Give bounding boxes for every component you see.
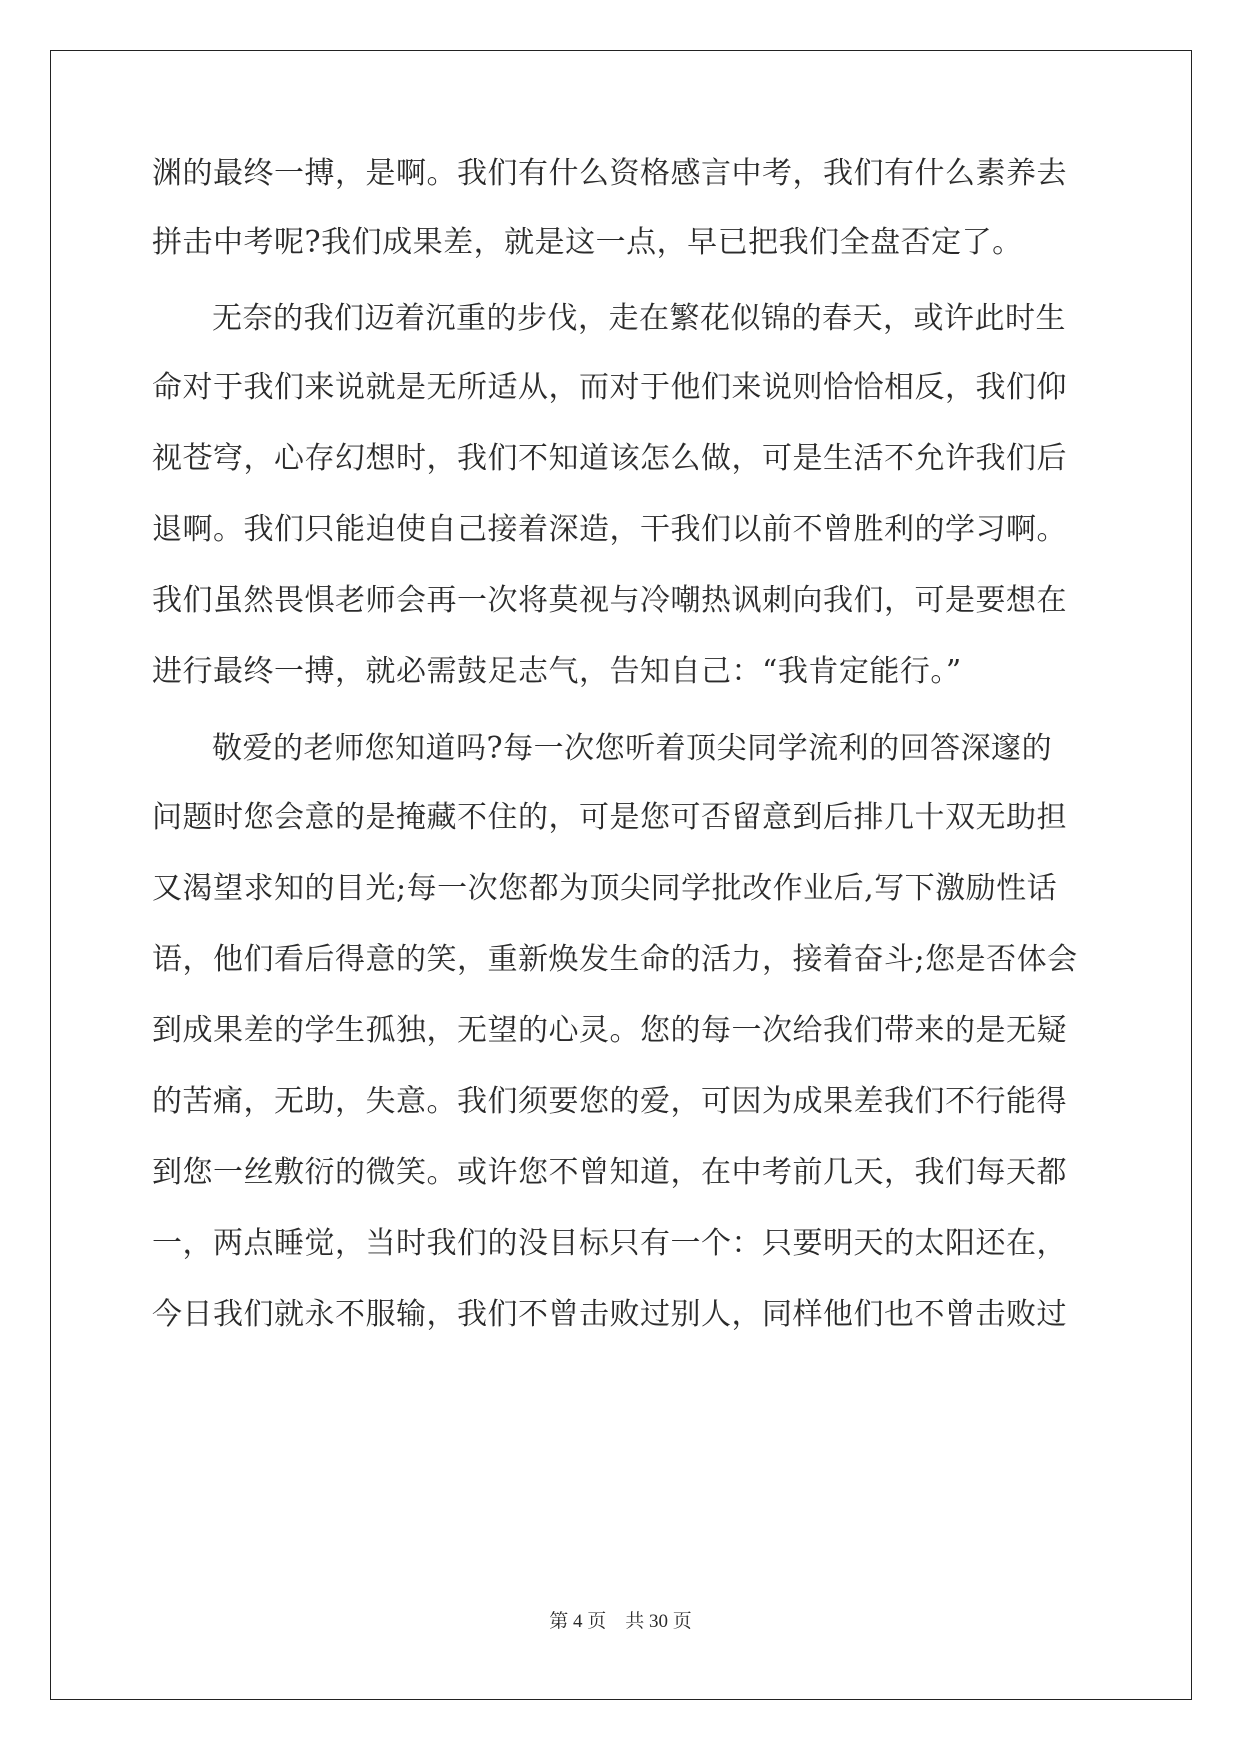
- body-line-14: 的苦痛，无助，失意。我们须要您的爱，可因为成果差我们不行能得: [152, 1084, 1067, 1119]
- body-line-10: 问题时您会意的是掩藏不住的，可是您可否留意到后排几十双无助担: [152, 800, 1067, 835]
- body-line-2: 拼击中考呢?我们成果差，就是这一点，早已把我们全盘否定了。: [152, 225, 1023, 260]
- body-line-12: 语，他们看后得意的笑，重新焕发生命的活力，接着奋斗;您是否体会: [152, 942, 1078, 977]
- body-line-3: 无奈的我们迈着沉重的步伐，走在繁花似锦的春天，或许此时生: [212, 301, 1066, 336]
- page-number-footer: [0, 1606, 1241, 1633]
- body-line-1: 渊的最终一搏，是啊。我们有什么资格感言中考，我们有什么素养去: [152, 156, 1067, 191]
- body-line-6: 退啊。我们只能迫使自己接着深造，干我们以前不曾胜利的学习啊。: [152, 512, 1067, 547]
- body-line-5: 视苍穹，心存幻想时，我们不知道该怎么做，可是生活不允许我们后: [152, 441, 1067, 476]
- body-line-4: 命对于我们来说就是无所适从，而对于他们来说则恰恰相反，我们仰: [152, 370, 1067, 405]
- body-line-17: 今日我们就永不服输，我们不曾击败过别人，同样他们也不曾击败过: [152, 1297, 1067, 1332]
- body-line-13: 到成果差的学生孤独，无望的心灵。您的每一次给我们带来的是无疑: [152, 1013, 1067, 1048]
- body-line-8: 进行最终一搏，就必需鼓足志气，告知自己：“我肯定能行。”: [152, 654, 962, 689]
- body-line-16: 一，两点睡觉，当时我们的没目标只有一个：只要明天的太阳还在，: [152, 1226, 1067, 1261]
- page-number-label: 第 4 页 共 30 页: [549, 1611, 692, 1632]
- body-line-15: 到您一丝敷衍的微笑。或许您不曾知道，在中考前几天，我们每天都: [152, 1155, 1067, 1190]
- body-line-11: 又渴望求知的目光;每一次您都为顶尖同学批改作业后,写下激励性话: [152, 871, 1058, 906]
- body-line-7: 我们虽然畏惧老师会再一次将莫视与冷嘲热讽刺向我们，可是要想在: [152, 583, 1067, 618]
- body-line-9: 敬爱的老师您知道吗?每一次您听着顶尖同学流利的回答深邃的: [212, 731, 1053, 766]
